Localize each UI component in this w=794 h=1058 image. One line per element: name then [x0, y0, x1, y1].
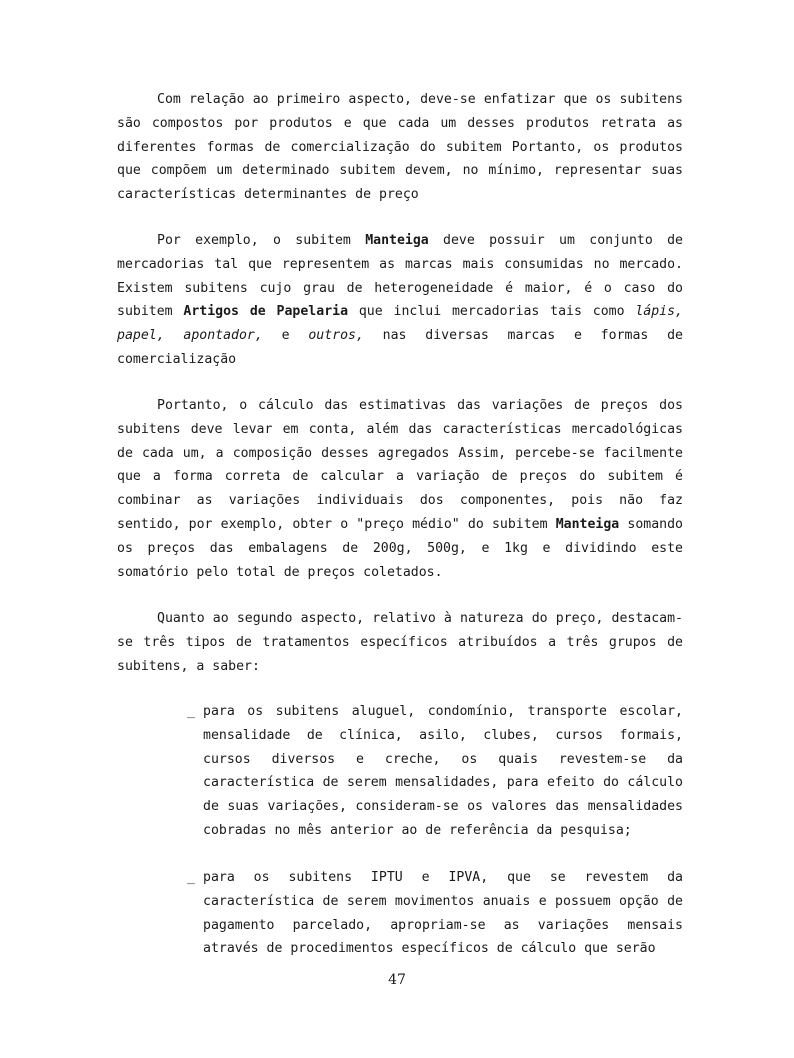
text-run: Portanto, o cálculo das estimativas das variações de preços dos subitens deve levar em conta, além das características mercadológicas de cada um, a composição desses agregados Assim, percebe-se facilmente que a forma correta de calcular a variação de preços do subitem é combinar as variações individuais dos componentes, pois não faz sentido, por exemplo, obter o "preço médio" do subitem — [117, 398, 683, 532]
paragraph-second-aspect — [117, 607, 683, 678]
text-run: Com relação ao primeiro aspecto, deve-se enfatizar que os subitens são compostos por produtos e que cada um desses produtos retrata as diferentes formas de comercialização do subitem Portanto, os produtos que compõem um determinado subitem devem, no mínimo, representar suas características determinantes de preço — [117, 92, 683, 203]
bullet-text: para os subitens aluguel, condomínio, transporte escolar, mensalidade de clínica, asilo, clubes, cursos formais, cursos diversos e creche, os quais revestem-se da característica de serem mensalidades, para efeito do cálculo de suas variações, consideram-se os valores das mensalidades cobradas no mês anterior ao de referência da pesquisa; — [203, 704, 683, 838]
text-run: somando os preços das embalagens de 200g, 500g, e 1kg e dividindo este somatório pelo total de preços coletados. — [117, 516, 683, 580]
bullet-item-iptu-ipva — [183, 866, 683, 961]
paragraph-first-aspect — [117, 88, 683, 207]
paragraph-example-manteiga — [117, 229, 683, 372]
paragraph-estimates — [117, 394, 683, 584]
italic-term: lápis, papel, apontador, — [117, 304, 683, 344]
bold-term: Manteiga — [555, 516, 620, 532]
bold-term: Manteiga — [365, 233, 429, 248]
bold-term: Artigos de Papelaria — [183, 304, 349, 320]
bullet-item-mensalidades — [183, 700, 683, 843]
page-number: 47 — [388, 972, 406, 988]
bullet-marker: _ — [187, 870, 195, 885]
bullet-marker: _ — [187, 704, 195, 719]
text-run: Por exemplo, o subitem — [157, 233, 366, 248]
text-run: Quanto ao segundo aspecto, relativo à natureza do preço, destacam-se três tipos de tratamentos específicos atribuídos a três grupos de subitens, a saber: — [117, 611, 683, 674]
text-run: nas diversas marcas e formas de comercialização — [117, 328, 683, 367]
text-run: e — [262, 328, 309, 344]
bullet-text: para os subitens IPTU e IPVA, que se revestem da característica de serem movimentos anuais e possuem opção de pagamento parcelado, apropriam-se as variações mensais através de procedimentos específicos de cálculo que serão — [203, 870, 683, 957]
italic-term: outros, — [308, 328, 364, 344]
text-run: que inclui mercadorias tais como — [348, 304, 636, 320]
text-run: deve possuir um conjunto de mercadorias tal que representem as marcas mais consumidas no mercado. Existem subitens cujo grau de heterogeneidade é maior, é o caso do subitem — [117, 233, 683, 320]
